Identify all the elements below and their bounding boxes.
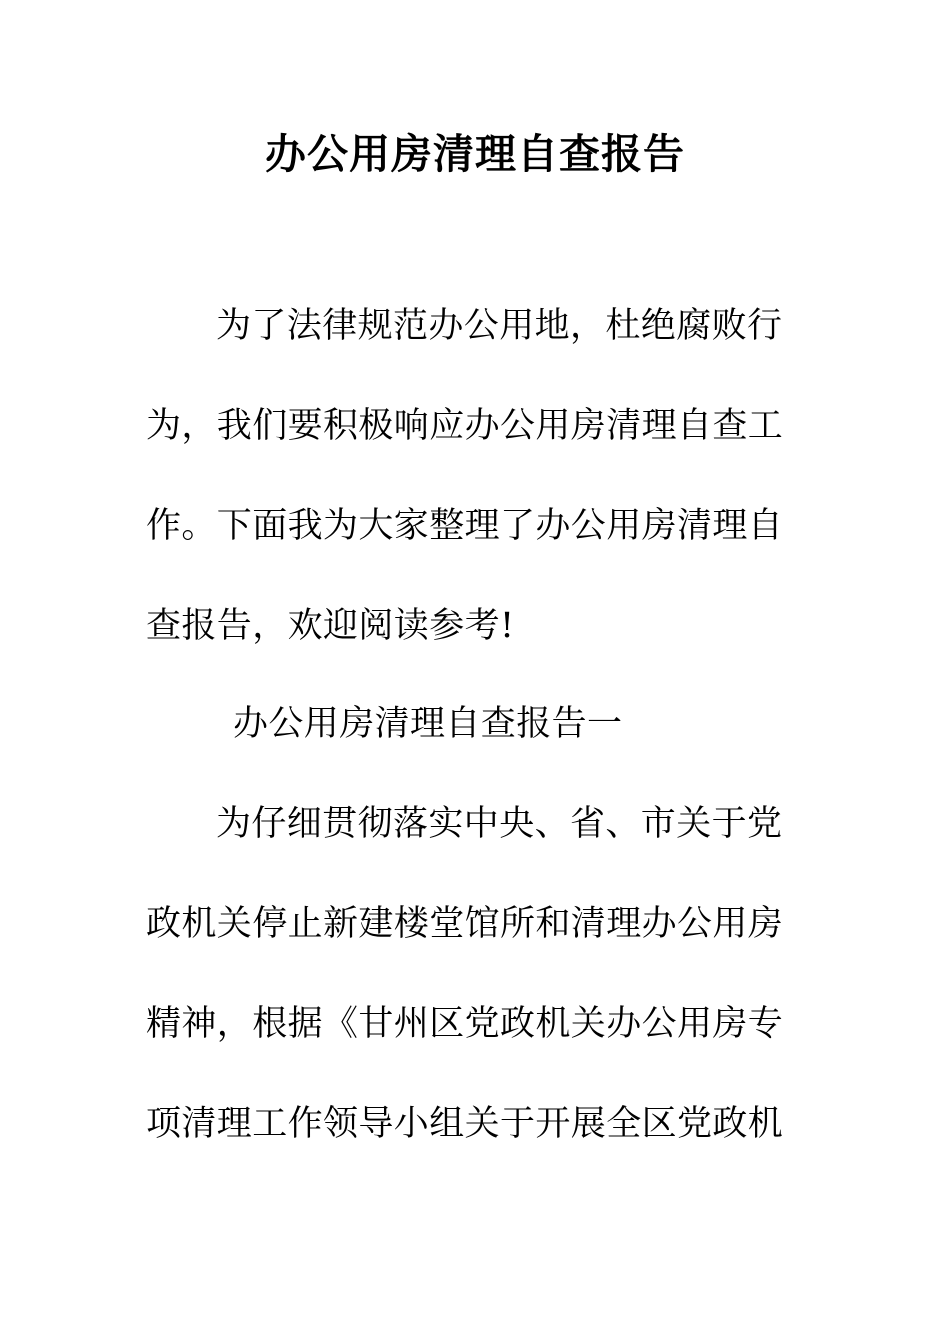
body-line-1: 为仔细贯彻落实中央、省、市关于党 [216, 804, 783, 844]
intro-line-4: 查报告，欢迎阅读参考! [146, 606, 515, 646]
body-line-3: 精神，根据《甘州区党政机关办公用房专 [146, 1004, 784, 1044]
body-line-4: 项清理工作领导小组关于开展全区党政机 [146, 1104, 784, 1144]
section-heading: 办公用房清理自查报告一 [233, 704, 623, 744]
intro-line-2: 为，我们要积极响应办公用房清理自查工 [146, 406, 784, 446]
body-line-2: 政机关停止新建楼堂馆所和清理办公用房 [146, 904, 784, 944]
intro-line-3: 作。下面我为大家整理了办公用房清理自 [146, 506, 784, 546]
intro-line-1: 为了法律规范办公用地，杜绝腐败行 [216, 306, 783, 346]
document-title: 办公用房清理自查报告 [265, 130, 685, 178]
